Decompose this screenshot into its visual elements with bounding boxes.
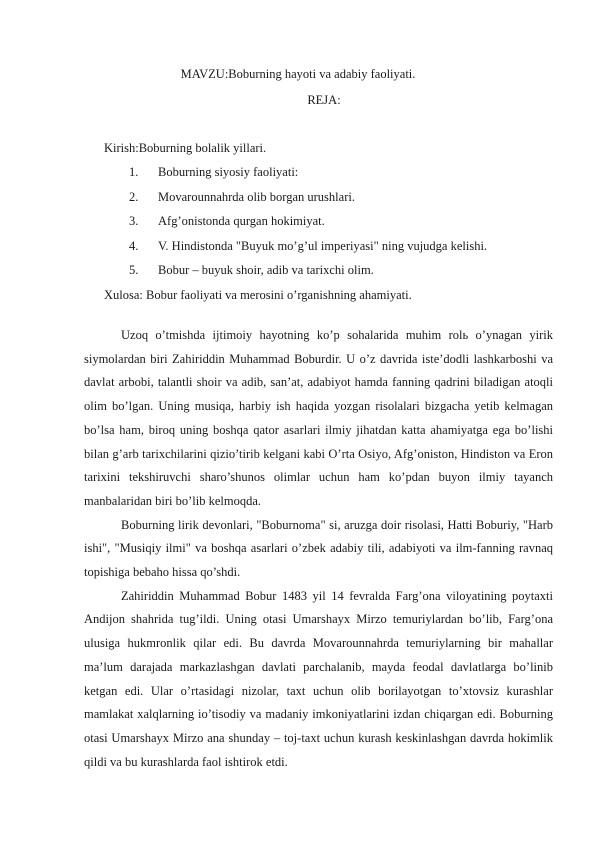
plan-item-number: 4.: [129, 238, 139, 253]
plan-item-number: 5.: [129, 263, 139, 278]
plan-item-text: Movarounnahrda olib borgan urushlari.: [158, 189, 355, 204]
plan-item-text: V. Hindistonda "Buyuk mo’g’ul imperiyasi" ning vujudga kelishi.: [158, 238, 488, 253]
plan-item-number: 2.: [129, 189, 139, 204]
paragraph-2: Boburning lirik devonlari, "Boburnoma" si, aruzga doir risolasi, Hatti Boburiy, "Harb ishi", "Musiqiy ilmi" va boshqa asarlari o’zbek adabiy tili, adabiyoti va ilm-fanning ravnaq topishiga bebaho hissa qo’shdi.: [84, 517, 553, 580]
plan-item-number: 3.: [129, 214, 139, 229]
plan-heading: REJA:: [307, 93, 341, 107]
plan-item-text: Afg’onistonda qurgan hokimiyat.: [158, 214, 325, 229]
plan-intro: Kirish:Boburning bolalik yillari.: [104, 141, 267, 155]
plan-item-text: Bobur – buyuk shoir, adib va tarixchi olim.: [158, 263, 374, 278]
paragraph-3: Zahiriddin Muhammad Bobur 1483 yil 14 fevralda Farg’ona viloyatining poytaxti Andijon shahrida tug’ildi. Uning otasi Umarshayx Mirzo temuriylardan bo’lib, Farg’ona ulusiga hukmronlik qilar edi. Bu davrda Movarounnahrda temuriylarning bir mahallar ma’lum darajada markazlashgan davlati parchalanib, mayda feodal davlatlarga bo’linib ketgan edi. Ular o’rtasidagi nizolar, taxt uchun olib borilayotgan to’xtovsiz kurashlar mamlakat xalqlarning io’tisodiy va madaniy imkoniyatlarini izdan chiqargan edi. Boburning otasi Umarshayx Mirzo ana shunday – toj-taxt uchun kurash keskinlashgan davrda hokimlik qildi va bu kurashlarda faol ishtirok etdi.: [84, 588, 553, 769]
body-text: [84, 324, 553, 774]
paragraph-1: Uzoq o’tmishda ijtimoiy hayotning ko’p sohalarida muhim rolь o’ynagan yirik siymolardan biri Zahiriddin Muhammad Boburdir. U o’z davrida iste’dodli lashkarboshi va davlat arbobi, talantli shoir va adib, san’at, adabiyot hamda fanning qadrini biladigan atoqli olim bo’lgan. Uning musiqa, harbiy ish haqida yozgan risolalari bizgacha yetib kelmagan bo’lsa ham, biroq uning boshqa qator asarlari ilmiy jihatdan katta ahamiyatga ega bo’lishi bilan g’arb tarixchilarini qizio’tirib kelgani kabi O’rta Osiyo, Afg’oniston, Hindiston va Eron tarixini tekshiruvchi sharo’shunos olimlar uchun ham ko’pdan buyon ilmiy tayanch manbalaridan biri bo’lib kelmoqda.: [84, 328, 553, 508]
plan-conclusion: Xulosa: Bobur faoliyati va merosini o’rganishning ahamiyati.: [104, 288, 412, 302]
plan-item-number: 1.: [129, 165, 139, 179]
document-title: MAVZU:Boburning hayoti va adabiy faoliyati.: [180, 67, 416, 81]
plan-item-text: Boburning siyosiy faoliyati:: [158, 165, 299, 179]
